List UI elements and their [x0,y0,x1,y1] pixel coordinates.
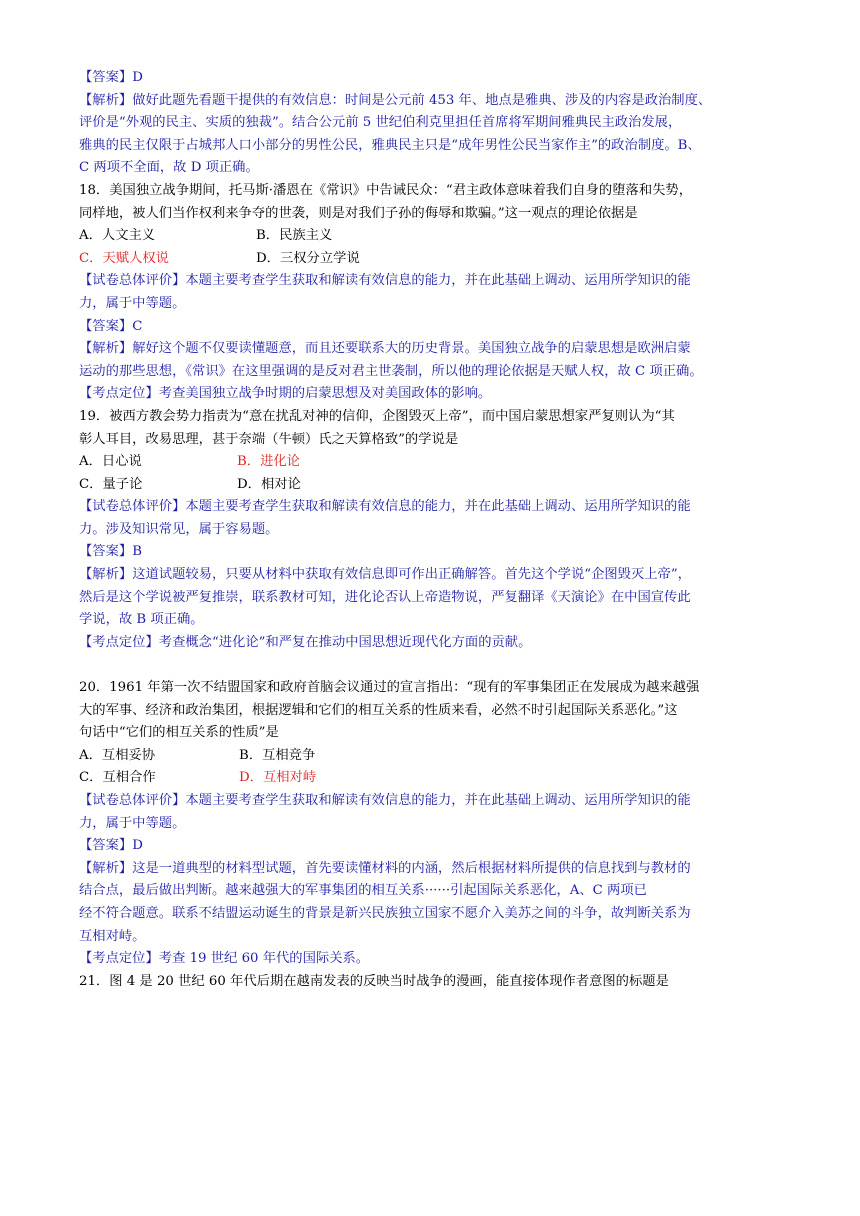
label-line [79,293,784,316]
label-text: 力，属于中等题。 [79,295,186,311]
label-tag: 【答案】 [79,70,133,85]
question-line [79,203,784,226]
label-line [79,632,784,655]
label-line [79,135,784,158]
label-line [79,587,784,610]
label-line [79,383,784,406]
label-text: 考查概念“进化论”和严复在推动中国思想近现代化方面的贡献。 [158,634,532,650]
question-line [79,406,784,429]
label-line [79,67,784,90]
label-line [79,361,784,384]
question-line [79,429,784,452]
label-line [79,835,784,858]
label-tag: 【解析】 [79,92,133,108]
label-text: D [132,70,143,85]
label-line [79,903,784,926]
label-text: 解好这个题不仅要读懂题意，而且还要联系大的历史背景。美国独立战争的启蒙思想是欧洲启蒙 [132,341,691,357]
label-text: 力，属于中等题。 [79,815,186,831]
label-text: 力。涉及知识常见，属于容易题。 [79,521,279,537]
label-line [79,270,784,293]
label-line [79,858,784,881]
question-text: 彰人耳目，改易思理，甚于奈端（牛顿）氏之天算格致”的学说是 [79,431,459,447]
question-line [79,180,784,203]
label-text: C [132,318,143,334]
exam-document [79,67,784,993]
label-tag: 【答案】 [79,838,133,854]
label-line [79,790,784,813]
label-text: 考查 19 世纪 60 年代的国际关系。 [158,951,370,967]
options-row [79,248,784,271]
options-row [79,451,784,474]
options-row [79,745,784,768]
label-text: 这是一道典型的材料型试题，首先要读懂材料的内涵，然后根据材料所提供的信息找到与教材的 [132,860,691,876]
question-line [79,677,784,700]
option: D．相对论 [237,476,301,492]
option: C．量子论 [79,476,143,492]
label-tag: 【解析】 [79,860,133,876]
option: D．三权分立学说 [256,250,360,266]
label-text: D [132,838,143,854]
question-text: 20．1961 年第一次不结盟国家和政府首脑会议通过的宣言指出：“现有的军事集团正在发展成为越来越强 [79,680,700,696]
options-row [79,767,784,790]
label-text: 结合点，最后做出判断。越来越强大的军事集团的相互关系······引起国际关系恶化，A、C 两项已 [79,883,647,899]
label-text: 考查美国独立战争时期的启蒙思想及对美国政体的影响。 [158,386,492,402]
label-text: C 两项不全面，故 D 项正确。 [79,160,259,176]
label-line [79,541,784,564]
option: A．人文主义 [79,228,156,244]
label-line [79,157,784,180]
label-text: 这道试题较易，只要从材料中获取有效信息即可作出正确解答。首先这个学说“企图毁灭上帝”， [132,567,691,583]
label-line [79,90,784,113]
question-text: 18．美国独立战争期间，托马斯·潘恩在《常识》中告诫民众：“君主政体意味着我们自身的堕落和失势， [79,182,693,198]
label-tag: 【考点定位】 [79,386,159,402]
label-text: 评价是“外观的民主、实质的独裁”。结合公元前 5 世纪伯利克里担任首席将军期间雅典民主政治发展， [79,115,682,131]
label-line [79,813,784,836]
label-line [79,316,784,339]
correct-option: D．互相对峙 [239,770,317,786]
label-tag: 【解析】 [79,341,133,357]
label-tag: 【答案】 [79,318,133,334]
question-text: 句话中“它们的相互关系的性质”是 [79,725,279,741]
question-line [79,700,784,723]
label-tag: 【考点定位】 [79,634,159,650]
question-line [79,722,784,745]
label-text: 做好此题先看题干提供的有效信息：时间是公元前 453 年、地点是雅典、涉及的内容是政治制度、 [132,92,712,108]
label-text: 本题主要考查学生获取和解读有效信息的能力，并在此基础上调动、运用所学知识的能 [185,499,691,515]
options-row [79,225,784,248]
question-text: 19．被西方教会势力指责为“意在扰乱对神的信仰，企图毁灭上帝”，而中国启蒙思想家严复则认为“其 [79,408,675,424]
label-tag: 【考点定位】 [79,951,159,967]
option: B．民族主义 [256,228,333,244]
label-tag: 【解析】 [79,567,133,583]
label-text: 学说，故 B 项正确。 [79,612,204,628]
label-line [79,948,784,971]
label-line [79,519,784,542]
label-text: 运动的那些思想，《常识》在这里强调的是反对君主世袭制，所以他的理论依据是天赋人权，故 C 项正确。 [79,363,703,379]
question-text: 同样地，被人们当作权利来争夺的世袭，则是对我们子孙的侮辱和欺骗。”这一观点的理论依据是 [79,205,638,221]
label-text: 本题主要考查学生获取和解读有效信息的能力，并在此基础上调动、运用所学知识的能 [185,273,691,289]
label-text: 雅典的民主仅限于占城邦人口小部分的男性公民，雅典民主只是“成年男性公民当家作主”的政治制度。B、 [79,137,701,153]
label-line [79,496,784,519]
question-line [79,971,784,994]
label-line [79,112,784,135]
label-tag: 【试卷总体评价】 [79,793,186,808]
option: A．日心说 [79,454,142,470]
blank-line [79,654,784,677]
option: B．互相竞争 [239,747,316,763]
label-tag: 【试卷总体评价】 [79,273,186,289]
label-tag: 【答案】 [79,544,133,560]
question-text: 大的军事、经济和政治集团，根据逻辑和它们的相互关系的性质来看，必然不时引起国际关系恶化。”这 [79,702,678,718]
correct-option: C．天赋人权说 [79,250,169,266]
label-tag: 【试卷总体评价】 [79,499,186,515]
option: A．互相妥协 [79,747,156,763]
label-text: B [132,544,142,560]
label-line [79,564,784,587]
label-line [79,609,784,632]
label-text: 互相对峙。 [79,928,146,944]
label-text: 本题主要考查学生获取和解读有效信息的能力，并在此基础上调动、运用所学知识的能 [185,793,691,808]
label-text: 经不符合题意。联系不结盟运动诞生的背景是新兴民族独立国家不愿介入美苏之间的斗争，故判断关系为 [79,905,691,921]
options-row [79,474,784,497]
question-text: 21．图 4 是 20 世纪 60 年代后期在越南发表的反映当时战争的漫画，能直接体现作者意图的标题是 [79,973,669,989]
option: C．互相合作 [79,770,156,786]
label-line [79,880,784,903]
correct-option: B．进化论 [237,454,300,470]
label-line [79,926,784,949]
label-line [79,338,784,361]
label-text: 然后是这个学说被严复推崇，联系教材可知，进化论否认上帝造物说，严复翻译《天演论》在中国宣传此 [79,589,691,605]
